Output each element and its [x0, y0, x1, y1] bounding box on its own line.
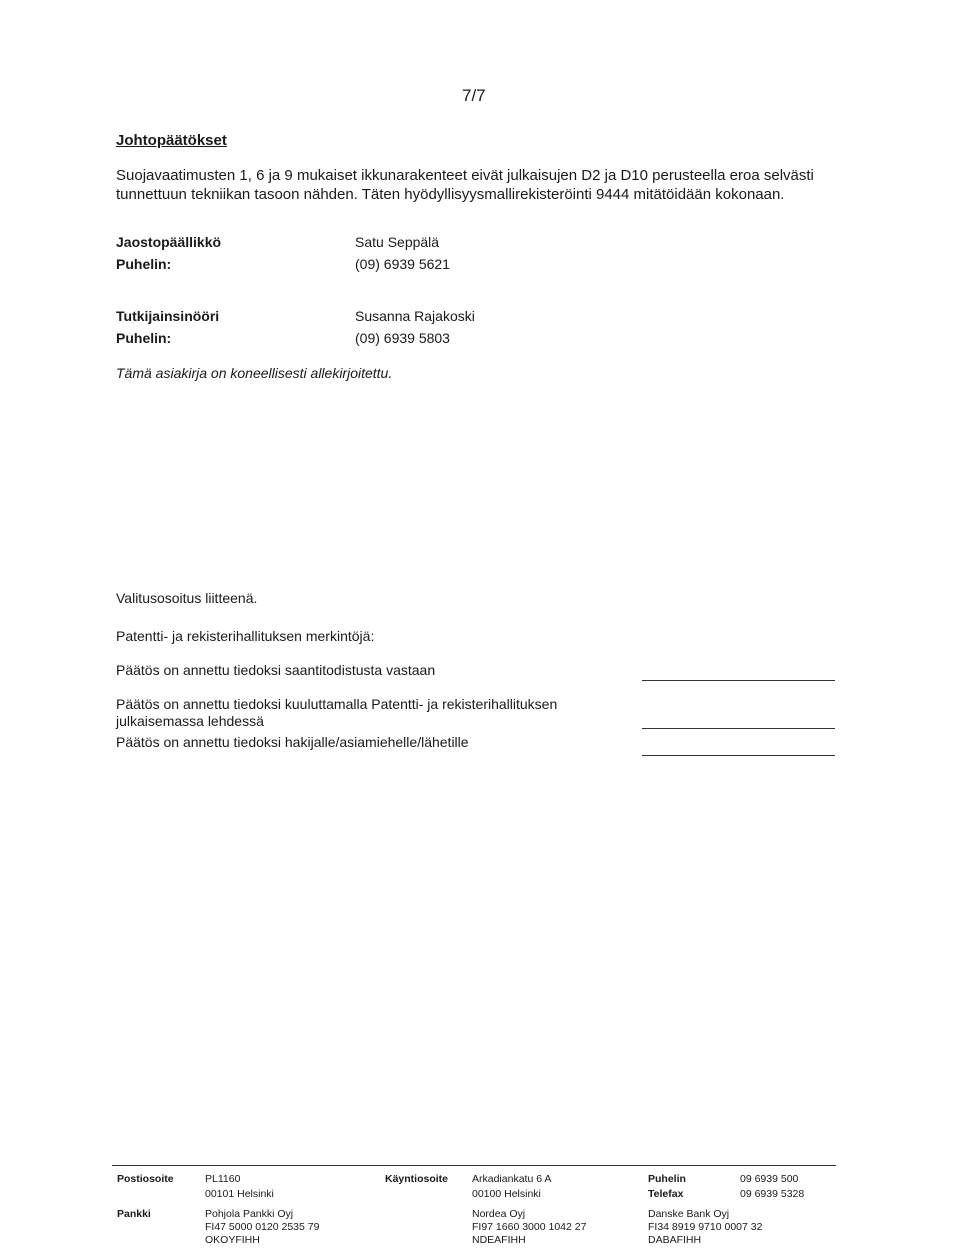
footer-visit-address	[472, 1173, 551, 1201]
signatory-1-role: Jaostopäällikkö	[116, 234, 222, 250]
footer-bank-2	[472, 1208, 586, 1247]
footer-visit-line-1: Arkadiankatu 6 A	[472, 1173, 552, 1185]
conclusion-paragraph	[116, 166, 814, 204]
bank-3-iban: FI34 8919 9710 0007 32	[648, 1221, 763, 1233]
footer-bank-3	[648, 1208, 762, 1247]
signatory-2-phone-label: Puhelin:	[116, 330, 172, 346]
office-note-line-1	[642, 680, 835, 681]
bank-1-iban: FI47 5000 0120 2535 79	[205, 1221, 320, 1233]
footer-postal-label: Postiosoite	[117, 1173, 174, 1185]
office-note-line-3	[642, 755, 835, 756]
signatory-1-name: Satu Seppälä	[355, 234, 440, 250]
office-note-2b: julkaisemassa lehdessä	[116, 713, 264, 729]
bank-1-bic: OKOYFIHH	[205, 1234, 260, 1246]
bank-1-name: Pohjola Pankki Oyj	[205, 1208, 294, 1220]
footer-postal-address	[205, 1173, 274, 1201]
office-note-line-2	[642, 728, 835, 729]
signatory-1-phone: (09) 6939 5621	[355, 256, 450, 272]
signatory-2-name: Susanna Rajakoski	[355, 308, 475, 324]
office-notes-title: Patentti- ja rekisterihallituksen merkintöjä:	[116, 628, 375, 644]
footer-postal-line-2: 00101 Helsinki	[205, 1188, 274, 1200]
bank-2-name: Nordea Oyj	[472, 1208, 526, 1220]
signed-note: Tämä asiakirja on koneellisesti allekirjoitettu.	[116, 365, 393, 381]
office-note-3: Päätös on annettu tiedoksi hakijalle/asiamiehelle/lähetille	[116, 734, 469, 750]
footer-bank-1	[205, 1208, 319, 1247]
signatory-2-role: Tutkijainsinööri	[116, 308, 220, 324]
signatory-2-phone: (09) 6939 5803	[355, 330, 450, 346]
footer-visit-line-2: 00100 Helsinki	[472, 1188, 541, 1200]
conclusion-line-2: tunnettuun tekniikan tasoon nähden. Täten hyödyllisyysmallirekisteröinti 9444 mitätöidään kokonaan.	[116, 186, 785, 203]
footer-phone-value: 09 6939 500	[740, 1173, 799, 1185]
bank-3-name: Danske Bank Oyj	[648, 1208, 730, 1220]
footer-rule	[112, 1165, 836, 1166]
footer-fax-label: Telefax	[648, 1188, 684, 1200]
signatory-1-phone-label: Puhelin:	[116, 256, 172, 272]
page-number: 7/7	[462, 86, 486, 105]
conclusion-line-1: Suojavaatimusten 1, 6 ja 9 mukaiset ikkunarakenteet eivät julkaisujen D2 ja D10 perusteella eroa selvästi	[116, 167, 814, 184]
bank-2-iban: FI97 1660 3000 1042 27	[472, 1221, 587, 1233]
footer-fax-value: 09 6939 5328	[740, 1188, 805, 1200]
footer-bank-label: Pankki	[117, 1208, 151, 1220]
bank-2-bic: NDEAFIHH	[472, 1234, 526, 1246]
office-note-2: Päätös on annettu tiedoksi kuuluttamalla Patentti- ja rekisterihallituksen	[116, 696, 558, 712]
footer-postal-line-1: PL1160	[205, 1173, 241, 1185]
footer-phone-label: Puhelin	[648, 1173, 686, 1185]
bank-3-bic: DABAFIHH	[648, 1234, 702, 1246]
appeal-note: Valitusosoitus liitteenä.	[116, 590, 258, 606]
footer-visit-label: Käyntiosoite	[385, 1173, 449, 1185]
section-heading: Johtopäätökset	[116, 132, 227, 149]
office-note-1: Päätös on annettu tiedoksi saantitodistusta vastaan	[116, 662, 436, 678]
